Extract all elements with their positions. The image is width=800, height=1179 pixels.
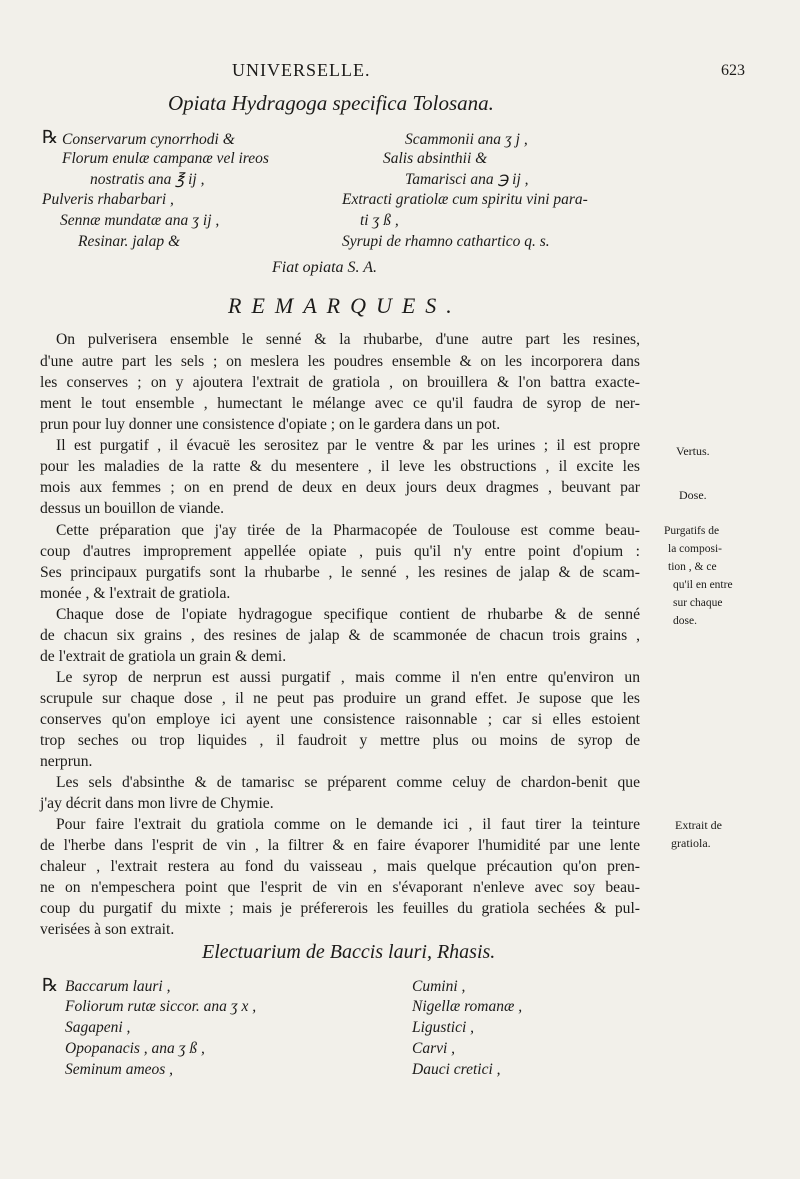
margin-note-line: la composi- — [668, 543, 722, 555]
ingredient-line: Conservarum cynorrhodi & — [62, 131, 235, 148]
recipe-title: Electuarium de Baccis lauri, Rhasis. — [202, 941, 496, 963]
text-line: les conserves ; on y ajoutera l'extrait de gratiola , on brouillera & l'on battra exacte- — [40, 374, 640, 391]
ingredient-line: Sennæ mundatæ ana ʒ ij , — [60, 212, 220, 229]
ingredient-line: Resinar. jalap & — [78, 233, 181, 250]
ingredient-line: Sagapeni , — [65, 1019, 131, 1036]
margin-note-line: qu'il en entre — [673, 579, 733, 591]
ingredient-line: Cumini , — [412, 978, 466, 995]
text-line: chaleur , l'extrait restera au fond du vaisseau , mais quelque précaution qu'on pren- — [40, 858, 640, 875]
section-heading: REMARQUES. — [228, 293, 462, 318]
ingredient-line: Seminum ameos , — [65, 1061, 174, 1078]
text-line: dessus un bouillon de viande. — [40, 500, 225, 517]
margin-note-line: Purgatifs de — [664, 525, 720, 537]
text-line: Pour faire l'extrait du gratiola comme on le demande ici , il faut tirer la teinture — [56, 816, 640, 833]
text-line: mois aux femmes ; on en prend de deux en deux jours deux dragmes , beuvant par — [40, 479, 640, 496]
ingredient-line: Florum enulæ campanæ vel ireos — [62, 150, 269, 167]
ingredient-line: Foliorum rutæ siccor. ana ʒ x , — [65, 998, 257, 1015]
text-line: conserves qu'on employe ici ayent une consistence raisonnable ; car si elles estoient — [40, 711, 640, 728]
ingredient-line: Carvi , — [412, 1040, 456, 1057]
margin-note-line: dose. — [673, 615, 697, 627]
text-line: pour les maladies de la ratte & du mesentere , il leve les obstructions , il excite les — [40, 458, 640, 475]
margin-note-line: gratiola. — [671, 836, 711, 850]
ingredient-line: nostratis ana ℥ ij , — [90, 171, 205, 188]
text-line: verisées à son extrait. — [40, 921, 175, 938]
text-line: Ses principaux purgatifs sont la rhubarbe , le senné , les resines de jalap & de scam- — [40, 564, 640, 581]
text-line: Les sels d'absinthe & de tamarisc se préparent comme celuy de chardon-benit que — [56, 774, 640, 791]
ingredient-line: Opopanacis , ana ʒ ß , — [65, 1040, 205, 1057]
text-line: nerprun. — [40, 753, 93, 770]
recipe-title: Opiata Hydragoga specifica Tolosana. — [168, 91, 494, 115]
recipe-symbol: ℞ — [42, 127, 59, 148]
ingredient-line: Ligustici , — [412, 1019, 475, 1036]
margin-note-dose: Dose. — [679, 488, 707, 502]
text-line: trop seches ou trop liquides , il faudroit y mettre plus ou moins de syrop de — [40, 732, 640, 749]
recipe-closing: Fiat opiata S. A. — [272, 259, 378, 276]
page-number: 623 — [721, 62, 745, 79]
text-line: ne on n'empeschera point que l'esprit de vin en s'évaporant n'enleve avec soy beau- — [40, 879, 640, 896]
ingredient-line: Salis absinthii & — [383, 150, 488, 167]
text-line: j'ay décrit dans mon livre de Chymie. — [40, 795, 274, 812]
text-line: scrupule sur chaque dose , il ne peut pas produire un grand effet. Je supose que les — [40, 690, 640, 707]
text-line: Il est purgatif , il évacuë les serositez par le ventre & par les urines ; il est propre — [56, 437, 640, 454]
text-line: Chaque dose de l'opiate hydragogue specifique contient de rhubarbe & de senné — [56, 606, 640, 623]
text-line: prun pour luy donner une consistence d'opiate ; on le gardera dans un pot. — [40, 416, 501, 433]
ingredient-line: ti ʒ ß , — [360, 212, 399, 229]
text-line: Cette préparation que j'ay tirée de la Pharmacopée de Toulouse est comme beau- — [56, 522, 640, 539]
ingredient-line: Baccarum lauri , — [65, 978, 171, 995]
ingredient-line: Tamarisci ana ℈ ij , — [405, 171, 529, 188]
ingredient-line: Dauci cretici , — [412, 1061, 501, 1078]
margin-note-line: tion , & ce — [668, 561, 717, 573]
margin-note-line: sur chaque — [673, 597, 723, 609]
ingredient-line: Pulveris rhabarbari , — [42, 191, 174, 208]
ingredient-line: Extracti gratiolæ cum spiritu vini para- — [342, 191, 588, 208]
margin-note-line: Extrait de — [675, 818, 722, 832]
ingredient-line: Scammonii ana ʒ j , — [405, 131, 528, 148]
text-line: d'une autre part les sels ; on meslera les poudres ensemble & on les incorporera dans — [40, 353, 640, 370]
running-title: UNIVERSELLE. — [232, 60, 371, 80]
text-line: coup d'autres improprement appellée opiate , puis qu'il n'y entre point d'opium : — [40, 543, 640, 560]
text-line: Le syrop de nerprun est aussi purgatif , mais comme il n'en entre qu'environ un — [56, 669, 640, 686]
text-line: monée , & l'extrait de gratiola. — [40, 585, 231, 602]
text-line: de l'extrait de gratiola un grain & demi. — [40, 648, 287, 665]
text-line: coup du purgatif du mixte ; mais je préfererois les feuilles du gratiola sechées & pul- — [40, 900, 640, 917]
ingredient-line: Nigellæ romanæ , — [412, 998, 523, 1015]
ingredient-line: Syrupi de rhamno cathartico q. s. — [342, 233, 550, 250]
text-line: de chacun six grains , des resines de jalap & de scammonée de chacun trois grains , — [40, 627, 640, 644]
margin-note-vertus: Vertus. — [676, 444, 710, 458]
text-line: On pulverisera ensemble le senné & la rhubarbe, d'une autre part les resines, — [56, 331, 640, 348]
recipe-symbol: ℞ — [42, 975, 59, 996]
text-line: ment le tout ensemble , humectant le mélange avec ce qu'il faudra de syrop de ner- — [40, 395, 640, 412]
text-line: de l'herbe dans l'esprit de vin , la filtrer & en faire évaporer l'humidité par une lente — [40, 837, 640, 854]
